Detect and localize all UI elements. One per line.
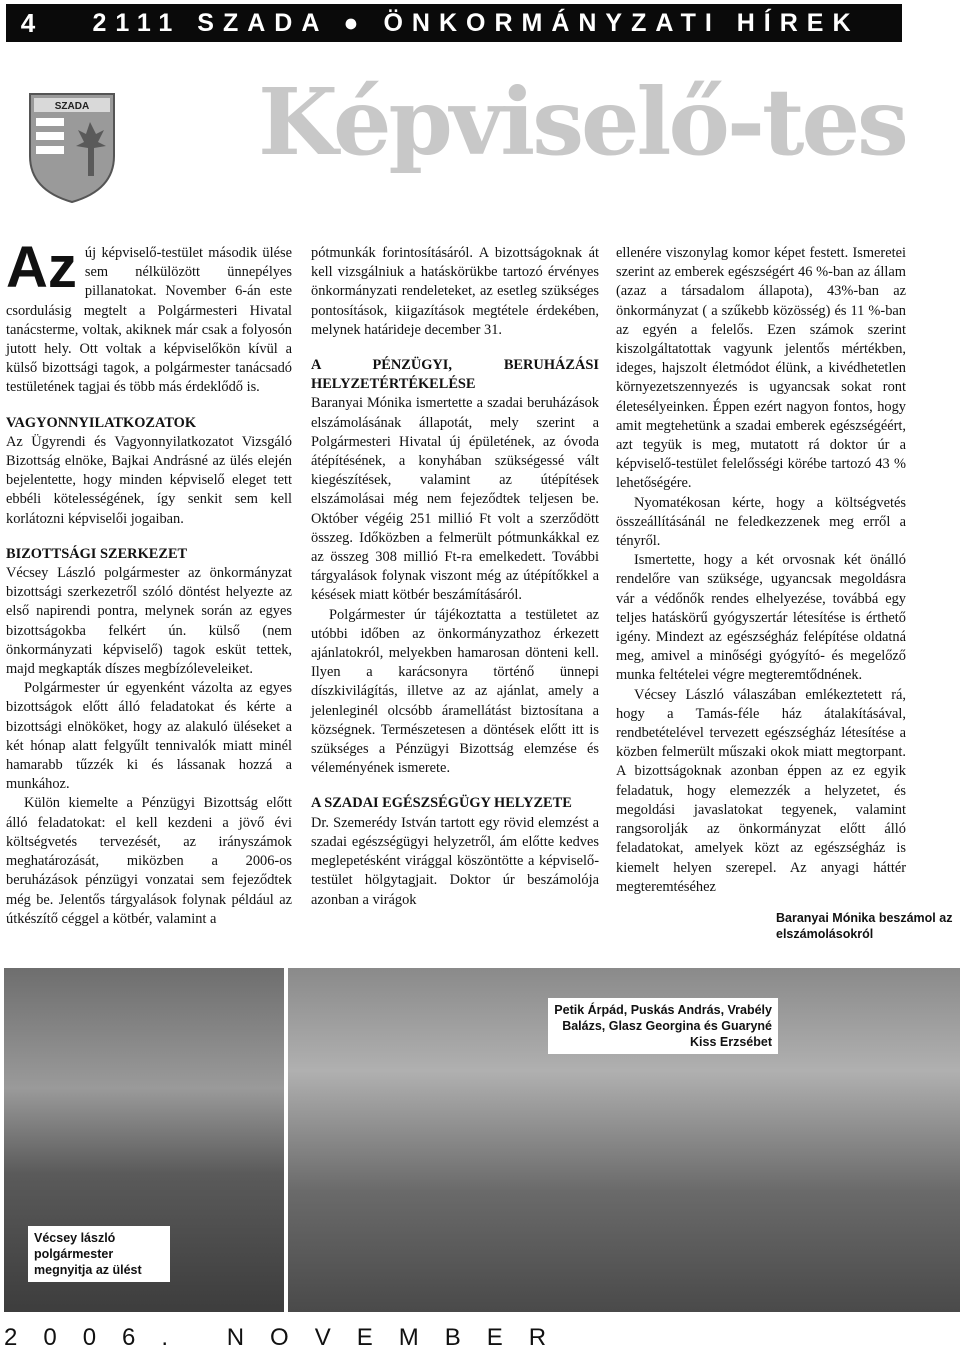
page-number: 4 [20, 7, 36, 38]
article-column-1 [6, 235, 292, 929]
paragraph: Az Ügyrendi és Vagyonnyilatkozatot Vizsgáló Bizottság elnöke, Bajkai Andrásné az ülés elején bejelentette, hogy minden képviselő eleget tett ebbéli kötelességének, így senkit sem kell korlátozni képviselői jogaiban. [6, 433, 292, 527]
paragraph: Polgármester úr tájékoztatta a testületet az utóbbi időben az önkormányzathoz érkezett ajánlatokról, melyekben hamarosan dönteni kell. Ilyen a karácsonyra történő ünnepi díszkivilágítás, illetve az az ajánlat, amely a jelenleginél olcsóbb áramellátást biztosítana a községnek. Természetesen a döntések előtt itt is szükséges a Pénzügyi Bizottság elemzése és véleményének ismerete. [311, 606, 599, 777]
photo-caption-baranyai: Baranyai Mónika beszámol az elszámolásokról [770, 906, 960, 946]
section-heading: VAGYONNYILATKOZATOK [6, 414, 197, 431]
council-members-photo [288, 968, 960, 1312]
paragraph: Vécsey László válaszában emlékeztetett rá, hogy a Tamás-féle ház átalakításával, rendbetételével tervezett egészségház létesítése a közben felmerült műszaki okok miatt megtorpant. A bizottságoknak azonban éppen az ez egyik feladatuk, hogy elemezzék a helyzetet, és megoldási javaslatokat tegyenek, valamint rangsorolják az önkormányzat előtt álló feladatokat, amelyek közt az egészségház is kiemelt helyen szerepel. Az anyagi háttér megteremtéséhez [616, 686, 906, 895]
paragraph: ellenére viszonylag komor képet festett. Ismeretei szerint az emberek egészségért 46 %-ban az állam (azaz a társadalom állapota), 43%-ban az önkormányzat ( a szűkebb közösség) és 11 %-ban az egyén a felelős. Ezen számok szerint kiszolgáltatottak vagyunk jelentős mértékben, ideges, hajszolt életmódot élünk, a kivédhetetlen környezetszennyezés is ugyancsak sokat ront életesélyeinken. Éppen ezért nagyon fontos, hogy amit megtehetünk a szadai emberek egészségéért, azt tegyük is meg, mutatott rá doktor úr a képviselő-testület felelősségi körébe tartozó 43 % lehetőségére. [616, 245, 906, 492]
photo-caption-vecsey: Vécsey lászló polgármester megnyitja az ülést [28, 1226, 170, 1282]
paragraph: pótmunkák forintosításáról. A bizottságoknak át kell vizsgálniuk a hatáskörükbe tartozó érvényes önkormányzati rendeleteket, az esetleg szükséges pontosítások, kiigazítások megtétele érdekében, melynek határideje december 31. [311, 245, 599, 338]
paragraph: Nyomatékosan kérte, hogy a költségvetés összeállításánál ne feledkezzenek meg erről a tényről. [616, 494, 906, 550]
section-heading: A SZADAI EGÉSZSÉGÜGY HELYZETE [311, 795, 572, 812]
header-bar [6, 4, 902, 42]
intro-paragraph: új képviselő-testület második ülése sem nélkülözött ünnepélyes pillanatokat. November 6-án este csordulásig megtelt a Polgármesteri Hivatal tanácsterme, voltak, akiknek már csak a folyosón jutott hely. Ott voltak a képviselőkön kívül a külső bizottsági tagok, a polgármester tanácsadó testületének tagjai és több más érdeklődő is. [6, 245, 292, 396]
main-title: Képviselő-tes [258, 68, 906, 176]
paragraph: Vécsey László polgármester az önkormányzat bizottsági szerkezetről szóló döntést helyezte az első napirendi pontra, melynek során az egyes bizottságokba felkért ún. külső (nem önkormányzati képviselő) tagok esküt tettek, majd megkapták díszes megbízóleveleiket. [6, 565, 292, 678]
section-heading: BIZOTTSÁGI SZERKEZET [6, 545, 188, 562]
article-column-3 [616, 244, 906, 897]
crest-label: SZADA [54, 101, 90, 112]
paragraph: Polgármester úr egyenként vázolta az egyes bizottságok előtt álló feladatokat és kérte a bizottsági elnököket, hogy az alakuló üléseket a két hónap alatt felgyűlt tennivalók miatt minél hamarabb tűzzék ki és lássanak hozzá a munkához. [6, 680, 292, 793]
section-heading: A PÉNZÜGYI, BERUHÁZÁSI HELYZETÉRTÉKELÉSE [311, 357, 599, 393]
paragraph: Külön kiemelte a Pénzügyi Bizottság előtt álló feladatokat: el kell kezdeni a jövő évi költségvetés tervezését, az irányszámok meghatározását, miközben a 2006-os beruházások pénzügyi vonzatai sem fejeződtek még be. Jelentős tárgyalások folynak például az útkészítő céggel a kötbér, valamint a [6, 795, 292, 927]
paragraph: Baranyai Mónika ismertette a szadai beruházások elszámolásának állapotát, mely szerint a Polgármesteri Hivatal új épületének, az óvoda átépítésének, a konyhában szükségessé vált kiegészítések, valamint az útépítések elszámolásai még nem fejeződtek teljesen be. Október végéig 251 millió Ft volt a szerződött összeg. Időközben a felmerült pótmunkákkal ez az összeg 308 millió Ft-ra emelkedett. További tárgyalások folynak viszont még az útépítőkkel a késések miatt kötbér beszámításáról. [311, 395, 599, 604]
issue-date: 2006. NOVEMBER [4, 1324, 573, 1351]
szada-crest-icon [26, 86, 118, 204]
dropcap: Az [6, 235, 77, 300]
photo-caption-petik: Petik Árpád, Puskás András, Vrabély Balázs, Glasz Georgina és Guaryné Kiss Erzsébet [548, 998, 778, 1054]
publication-title: 2111 SZADA ● ÖNKORMÁNYZATI HÍREK [92, 8, 860, 37]
photo-strip [4, 968, 960, 1312]
paragraph: Dr. Szemerédy István tartott egy rövid elemzést a szadai egészségügyi helyzetről, ám előtte kedves meglepetésként virággal köszöntötte a képviselő-testület hölgytagjait. Doktor úr beszámolója azonban a virágok [311, 814, 599, 908]
article-column-2 [311, 244, 599, 910]
meeting-photo [4, 968, 284, 1312]
paragraph: Ismertette, hogy a két orvosnak két önálló rendelőre van szüksége, ugyancsak megoldásra vár a védőnők rendes elhelyezése, továbbá egy teljes hatáskörű gyógyszertár létesítése is érthető igény. Mindezt az egészségház felépítése oldatná meg, amivel a minőségi gyógyító- és megelőző munka feltételei végre megteremtődnének. [616, 552, 906, 684]
